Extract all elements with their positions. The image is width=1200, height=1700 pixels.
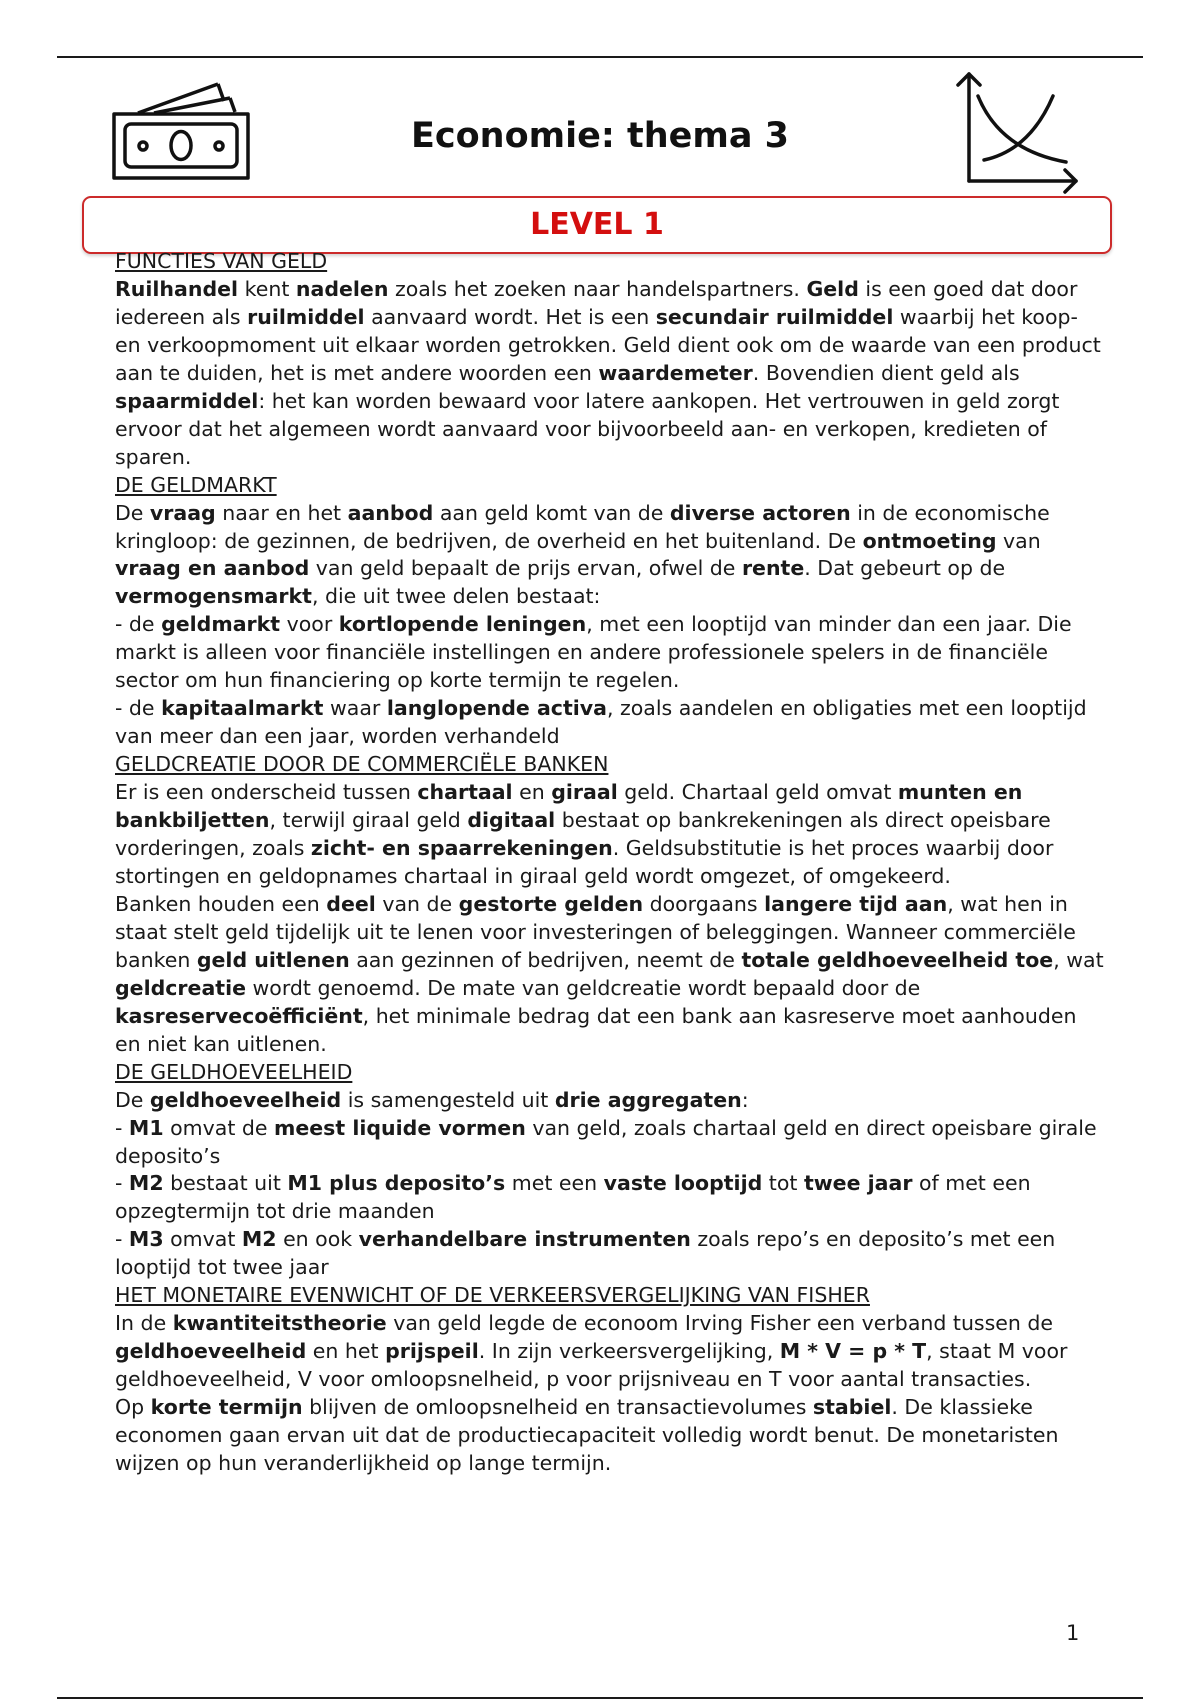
section-heading: HET MONETAIRE EVENWICHT OF DE VERKEERSVERGELIJKING VAN FISHER: [115, 1283, 870, 1308]
bold-term: geldmarkt: [161, 612, 281, 637]
bold-term: geldhoeveelheid: [115, 1339, 307, 1364]
section-heading: GELDCREATIE DOOR DE COMMERCIËLE BANKEN: [115, 752, 609, 777]
bold-term: ruilmiddel: [247, 304, 365, 329]
bold-term: prijspeil: [385, 1339, 479, 1364]
bold-term: spaarmiddel: [115, 388, 259, 413]
text-run: De: [115, 500, 150, 525]
text-run: en het: [306, 1339, 386, 1364]
body-paragraph: [115, 276, 1105, 472]
document-body: [115, 248, 1105, 1478]
bold-term: drie aggregaten: [554, 1087, 742, 1112]
text-run: , die uit twee delen bestaat:: [311, 584, 601, 609]
text-run: Er is een onderscheid tussen: [115, 780, 418, 805]
text-run: of met een opzegtermijn tot drie maanden: [115, 1171, 1031, 1224]
text-run: De: [115, 1087, 150, 1112]
bold-term: langlopende activa: [386, 696, 607, 721]
body-paragraph: [115, 1115, 1105, 1171]
section-heading: DE GELDMARKT: [115, 472, 277, 497]
bold-term: secundair ruilmiddel: [655, 304, 894, 329]
text-run: en ook: [276, 1227, 359, 1252]
text-run: : het kan worden bewaard voor latere aankopen. Het vertrouwen in geld zorgt ervoor dat het algemeen wordt aanvaard voor bijvoorbeeld aan- en verkopen, kredieten of sparen.: [115, 388, 1060, 469]
text-run: geld. Chartaal geld omvat: [617, 780, 898, 805]
bottom-rule: [57, 1697, 1143, 1699]
text-run: van geld, zoals chartaal geld en direct opeisbare girale deposito’s: [115, 1115, 1097, 1168]
text-run: is samengesteld uit: [341, 1087, 555, 1112]
text-run: tot: [762, 1171, 804, 1196]
page-title: Economie: thema 3: [410, 116, 790, 156]
text-run: bestaat uit: [163, 1171, 288, 1196]
text-run: met een: [505, 1171, 604, 1196]
bold-term: M * V = p * T: [779, 1339, 927, 1364]
bold-term: kortlopende leningen: [338, 612, 587, 637]
text-run: - de: [115, 696, 162, 721]
bold-term: ontmoeting: [862, 528, 997, 553]
text-run: :: [741, 1087, 749, 1112]
bold-term: vraag: [149, 500, 216, 525]
text-run: zoals het zoeken naar handelspartners.: [388, 276, 807, 301]
text-run: van de: [375, 891, 459, 916]
text-run: , wat hen in staat stelt geld tijdelijk uit te lenen voor investeringen of beleggingen. Wanneer commerciële banken: [115, 891, 1076, 972]
section-heading: FUNCTIES VAN GELD: [115, 249, 328, 273]
text-run: -: [115, 1115, 129, 1140]
bold-term: kwantiteitstheorie: [172, 1311, 387, 1336]
body-paragraph: [115, 1087, 1105, 1115]
text-run: , staat M voor geldhoeveelheid, V voor omloopsnelheid, p voor prijsniveau en T voor aantal transacties.: [115, 1339, 1068, 1392]
bold-term: kapitaalmarkt: [161, 696, 324, 721]
bold-term: vaste looptijd: [603, 1171, 763, 1196]
bold-term: M1: [128, 1115, 164, 1140]
body-paragraph: [115, 779, 1105, 891]
bold-term: digitaal: [467, 808, 556, 833]
bold-term: langere tijd aan: [764, 891, 948, 916]
text-run: bestaat op bankrekeningen als direct opeisbare vorderingen, zoals: [115, 808, 1051, 861]
bold-term: aanbod: [347, 500, 434, 525]
supply-demand-graph-icon: [950, 70, 1080, 195]
text-run: naar en het: [215, 500, 348, 525]
bold-term: chartaal: [417, 780, 513, 805]
bold-term: deel: [326, 891, 376, 916]
section-heading: DE GELDHOEVEELHEID: [115, 1059, 353, 1084]
top-rule: [57, 56, 1143, 58]
text-run: van geld legde de econoom Irving Fisher een verband tussen de: [386, 1311, 1054, 1336]
bold-term: geldcreatie: [115, 975, 247, 1000]
text-run: is een goed dat door iedereen als: [115, 276, 1078, 329]
text-run: - de: [115, 612, 162, 637]
body-paragraph: [115, 500, 1105, 612]
level-label: LEVEL 1: [530, 207, 664, 242]
bold-term: rente: [741, 556, 805, 581]
bold-term: geldhoeveelheid: [149, 1087, 342, 1112]
bold-term: Geld: [806, 276, 859, 301]
text-run: omvat: [163, 1227, 242, 1252]
bold-term: verhandelbare instrumenten: [358, 1227, 691, 1252]
page-number: 1: [1066, 1621, 1080, 1645]
bold-term: stabiel: [812, 1395, 892, 1420]
text-run: -: [115, 1171, 129, 1196]
body-paragraph: [115, 1226, 1105, 1282]
bold-term: Ruilhandel: [115, 276, 239, 301]
text-run: . Dat gebeurt op de: [804, 556, 1006, 581]
text-run: waar: [323, 696, 387, 721]
text-run: omvat de: [163, 1115, 275, 1140]
bold-term: M3: [128, 1227, 164, 1252]
text-run: In de: [115, 1311, 173, 1336]
text-run: , wat: [1053, 947, 1104, 972]
text-run: aanvaard wordt. Het is een: [364, 304, 656, 329]
text-run: kent: [238, 276, 296, 301]
bold-term: munten en bankbiljetten: [115, 780, 1023, 833]
bold-term: giraal: [551, 780, 618, 805]
bold-term: waardemeter: [598, 360, 753, 385]
banknote-icon: [112, 80, 252, 182]
bold-term: gestorte gelden: [458, 891, 644, 916]
text-run: van: [996, 528, 1041, 553]
bold-term: vraag en aanbod: [115, 556, 310, 581]
text-run: , het minimale bedrag dat een bank aan kasreserve moet aanhouden en niet kan uitlenen.: [115, 1003, 1077, 1056]
text-run: , zoals aandelen en obligaties met een looptijd van meer dan een jaar, worden verhandeld: [115, 696, 1087, 749]
bold-term: totale geldhoeveelheid toe: [741, 947, 1054, 972]
body-paragraph: [115, 695, 1105, 751]
bold-term: diverse actoren: [669, 500, 851, 525]
text-run: , terwijl giraal geld: [269, 808, 468, 833]
text-run: aan gezinnen of bedrijven, neemt de: [349, 947, 742, 972]
bold-term: kasreservecoëfficiënt: [115, 1003, 363, 1028]
body-paragraph: [115, 611, 1105, 695]
bold-term: twee jaar: [803, 1171, 913, 1196]
text-run: . In zijn verkeersvergelijking,: [478, 1339, 780, 1364]
body-paragraph: [115, 891, 1105, 1059]
text-run: . De klassieke economen gaan ervan uit dat de productiecapaciteit volledig wordt benut. De monetaristen wijzen op hun veranderlijkheid op lange termijn.: [115, 1395, 1059, 1475]
text-run: in de economische kringloop: de gezinnen, de bedrijven, de overheid en het buitenland. De: [115, 500, 1050, 553]
text-run: en: [512, 780, 552, 805]
text-run: . Geldsubstitutie is het proces waarbij door stortingen en geldopnames chartaal in giraal geld wordt omgezet, of omgekeerd.: [115, 836, 1054, 888]
text-run: wordt genoemd. De mate van geldcreatie wordt bepaald door de: [246, 975, 921, 1000]
text-run: waarbij het koop- en verkoopmoment uit elkaar worden getrokken. Geld dient ook om de waarde van een product aan te duiden, het is met andere woorden een: [115, 304, 1101, 385]
text-run: Banken houden een: [115, 891, 327, 916]
text-run: van geld bepaalt de prijs ervan, ofwel de: [309, 556, 742, 581]
bold-term: korte termijn: [150, 1395, 303, 1420]
body-paragraph: [115, 1310, 1105, 1394]
body-paragraph: [115, 1170, 1105, 1226]
bold-term: M2: [241, 1227, 277, 1252]
text-run: doorgaans: [643, 891, 765, 916]
text-run: voor: [280, 612, 339, 637]
bold-term: M2: [128, 1171, 164, 1196]
bold-term: vermogensmarkt: [115, 584, 312, 609]
text-run: -: [115, 1227, 129, 1252]
text-run: Op: [115, 1395, 151, 1420]
text-run: blijven de omloopsnelheid en transactievolumes: [302, 1395, 813, 1420]
body-paragraph: [115, 1394, 1105, 1478]
text-run: , met een looptijd van minder dan een jaar. Die markt is alleen voor financiële instellingen en andere professionele spelers in de financiële sector om hun financiering op korte termijn te regelen.: [115, 612, 1072, 693]
bold-term: meest liquide vormen: [274, 1115, 526, 1140]
bold-term: zicht- en spaarrekeningen: [310, 836, 613, 861]
level-banner: [82, 196, 1112, 254]
bold-term: geld uitlenen: [196, 947, 350, 972]
text-run: aan geld komt van de: [433, 500, 670, 525]
bold-term: M1 plus deposito’s: [287, 1171, 506, 1196]
text-run: zoals repo’s en deposito’s met een looptijd tot twee jaar: [115, 1227, 1056, 1280]
text-run: . Bovendien dient geld als: [752, 360, 1020, 385]
bold-term: nadelen: [295, 276, 389, 301]
